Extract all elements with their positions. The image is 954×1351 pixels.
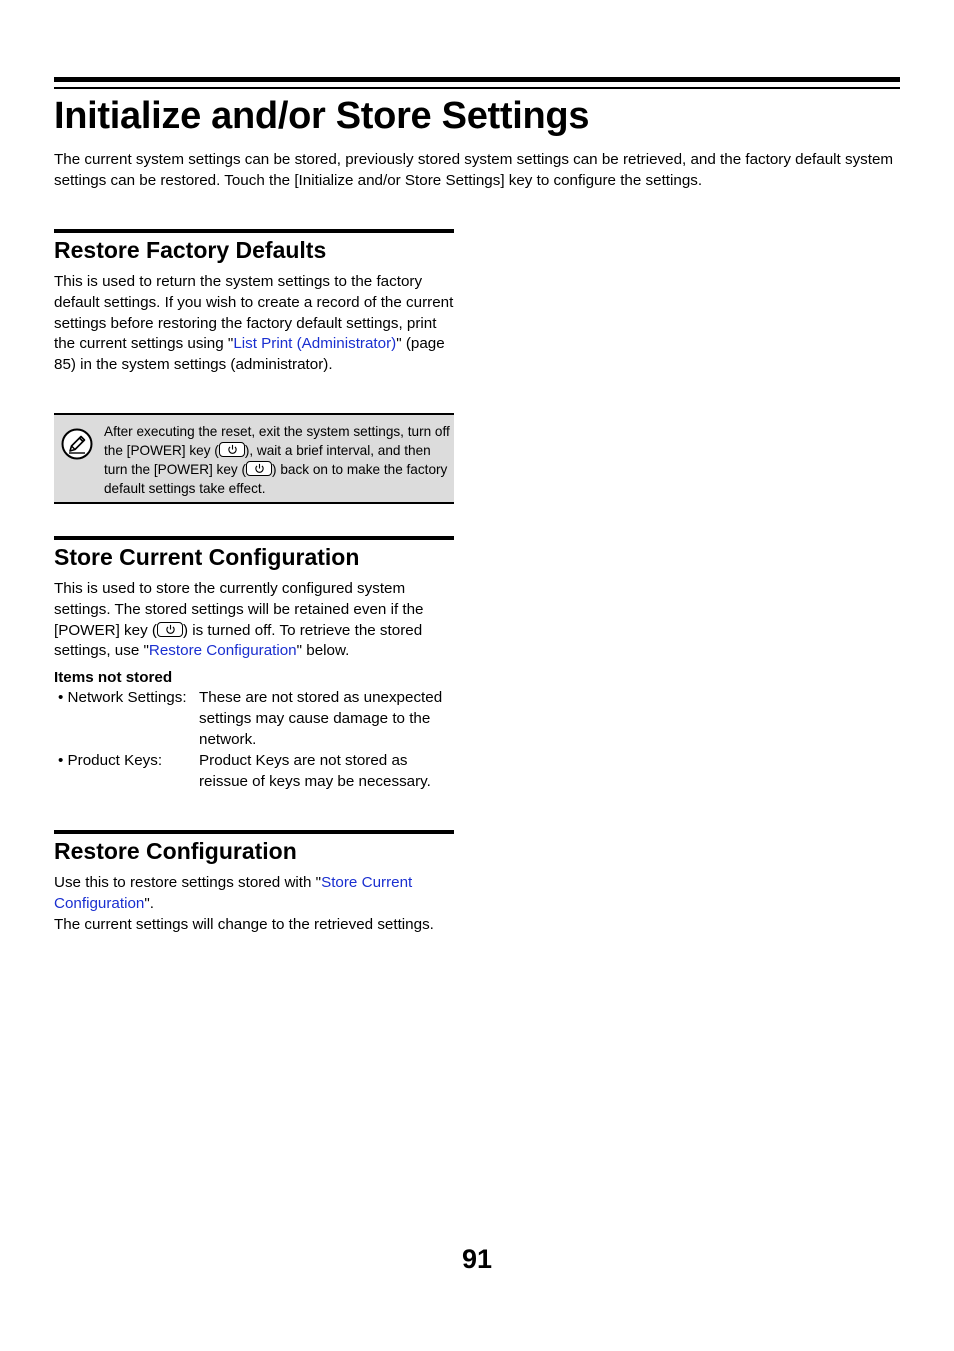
header-rule-bottom [54, 87, 900, 89]
section-rule-store-current [54, 536, 454, 540]
power-key-icon [219, 442, 245, 457]
header-rule-top [54, 77, 900, 82]
page-title: Initialize and/or Store Settings [54, 95, 590, 137]
power-key-icon [246, 461, 272, 476]
item-label: • Product Keys: [58, 752, 163, 769]
section-title-restore-factory: Restore Factory Defaults [54, 237, 327, 263]
pencil-note-icon [61, 428, 93, 460]
note-box [54, 413, 454, 504]
section-rule-restore-config [54, 830, 454, 834]
list-item-network-settings [58, 688, 458, 751]
restore-factory-body: This is used to return the system settings to the factory default settings. If you wish to create a record of the current settings before restoring the factory default settings, print the current settings using "List Print (Administrator)" (page 85) in the system settings (administrator). [54, 273, 454, 374]
item-label: • Network Settings: [58, 689, 187, 706]
item-description: Product Keys are not stored as reissue of keys may be necessary. [199, 752, 431, 790]
section-rule-restore-factory [54, 229, 454, 233]
link-restore-configuration[interactable]: Restore Configuration [148, 642, 297, 660]
power-key-icon [157, 622, 183, 637]
item-description: These are not stored as unexpected settings may cause damage to the network. [199, 689, 443, 748]
restore-config-body: Use this to restore settings stored with "Store Current Configuration". The current settings will change to the retrieved settings. [54, 874, 434, 933]
store-current-body: This is used to store the currently configured system settings. The stored settings will be retained even if the [POWER] key ( ) is turned off. To retrieve the stored settings, use "Restore Configuration" below. [54, 580, 424, 660]
list-item-product-keys [58, 751, 458, 793]
note-text: After executing the reset, exit the system settings, turn off the [POWER] key ( ), wait a brief interval, and then turn the [POWER] key ( ) back on to make the factory default settings take effect. [104, 424, 450, 496]
items-not-stored-heading: Items not stored [54, 669, 173, 686]
link-store-current-configuration[interactable]: Store Current Configuration [54, 874, 413, 912]
section-title-store-current: Store Current Configuration [54, 544, 360, 570]
intro-paragraph: The current system settings can be stored, previously stored system settings can be retrieved, and the factory default system settings can be restored. Touch the [Initialize and/or Store Settings] key to configure the settings. [54, 151, 894, 189]
section-title-restore-config: Restore Configuration [54, 838, 297, 864]
link-list-print-administrator[interactable]: List Print (Administrator) [233, 335, 397, 353]
page-number: 91 [461, 1244, 493, 1274]
